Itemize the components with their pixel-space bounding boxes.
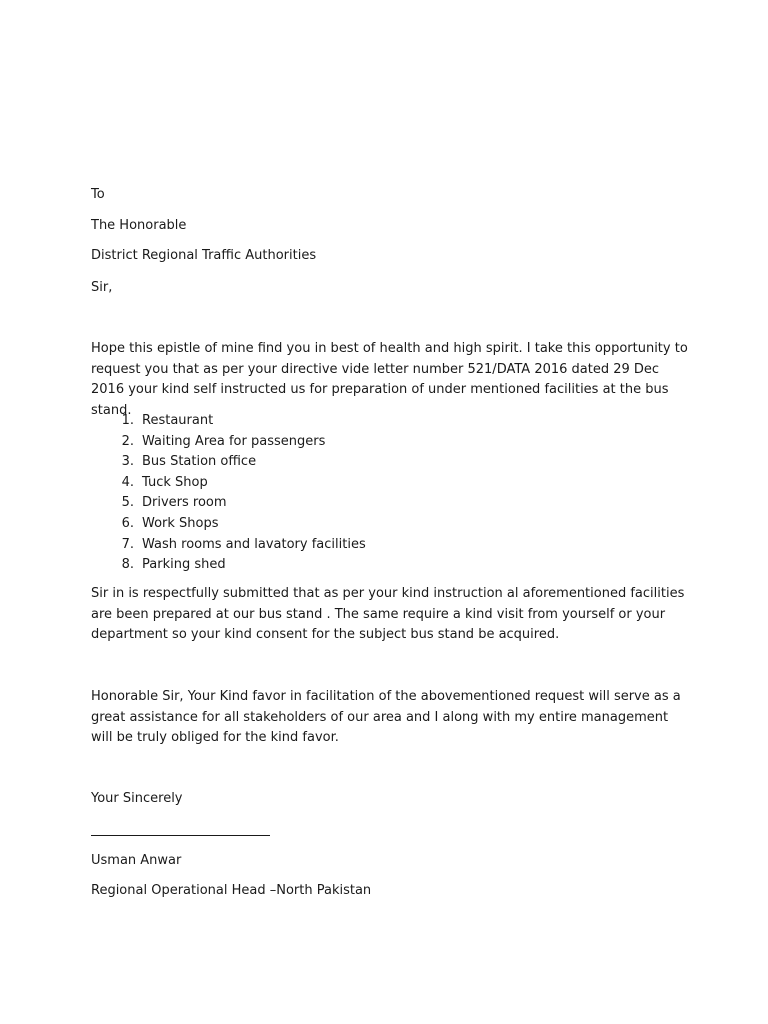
list-item-label: Drivers room [142, 495, 227, 511]
list-item-number: 8. [121, 557, 134, 573]
paragraph-request: Honorable Sir, Your Kind favor in facilitation of the abovementioned request will serve as a great assistance for all stakeholders of our area and I along with my entire management will be truly obliged for the kind favor. [91, 689, 681, 745]
signatory-name: Usman Anwar [91, 853, 182, 868]
list-item-label: Waiting Area for passengers [142, 433, 326, 449]
signatory-title: Regional Operational Head –North Pakistan [91, 883, 372, 898]
paragraph-submission: Sir in is respectfully submitted that as per your kind instruction al aforementioned facilities are been prepared at our bus stand . The same require a kind visit from yourself or your department so your kind consent for the subject bus stand be acquired. [91, 586, 685, 642]
list-item-label: Wash rooms and lavatory facilities [142, 536, 366, 552]
list-item-label: Tuck Shop [142, 474, 208, 490]
list-item-label: Restaurant [142, 413, 214, 428]
list-item-number: 4. [121, 474, 134, 490]
address-to: To [91, 187, 105, 202]
salutation: Sir, [91, 280, 113, 295]
list-item-label: Parking shed [142, 557, 226, 573]
recipient-title: The Honorable [91, 218, 187, 233]
recipient-organization: District Regional Traffic Authorities [91, 248, 317, 263]
paragraph-introduction: Hope this epistle of mine find you in best of health and high spirit. I take this opportunity to request you that as per your directive vide letter number 521/DATA 2016 dated 29 Dec 2016 your kind self instructed us for preparation of under mentioned facilities at the bus stand. [91, 341, 688, 418]
list-item-number: 7. [121, 536, 134, 552]
list-item-label: Bus Station office [142, 454, 257, 470]
list-item-number: 6. [121, 515, 134, 531]
list-item-number: 1. [121, 413, 134, 428]
list-item-label: Work Shops [142, 515, 219, 531]
list-item-number: 3. [121, 454, 134, 470]
list-item-number: 2. [121, 433, 134, 449]
list-item-number: 5. [121, 495, 134, 511]
signature-line [91, 835, 270, 836]
closing: Your Sincerely [91, 791, 183, 806]
